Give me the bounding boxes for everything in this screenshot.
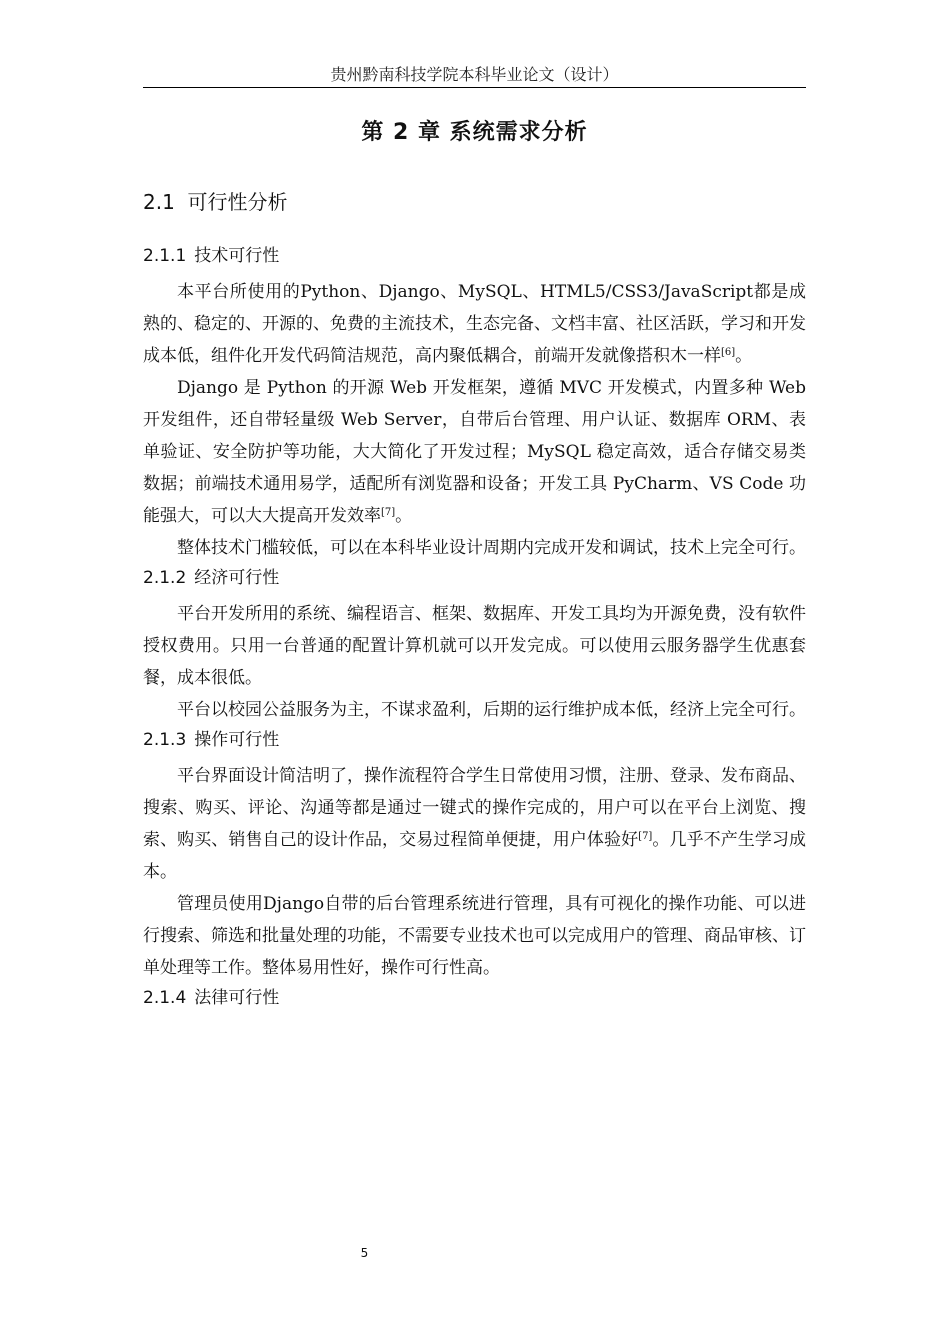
- subsection-number: 2.1.4: [143, 988, 187, 1008]
- header-rule: [143, 87, 806, 88]
- chapter-title: 第 2 章 系统需求分析: [361, 120, 588, 145]
- section-heading-2-1: [143, 184, 806, 220]
- section-number: 2.1: [143, 190, 175, 214]
- citation-ref: [7]: [381, 507, 396, 518]
- subsection-title: 技术可行性: [194, 246, 280, 266]
- subsection-heading-2-1-2: [143, 564, 806, 592]
- paragraph-text: 管理员使用Django自带的后台管理系统进行管理，具有可视化的操作功能、可以进行搜索、筛选和批量处理的功能，不需要专业技术也可以完成用户的管理、商品审核、订单处理等工作。整体易用性好，操作可行性高。: [143, 894, 806, 978]
- paragraph-text: 本平台所使用的Python、Django、MySQL、HTML5/CSS3/JavaScript都是成熟的、稳定的、开源的、免费的主流技术，生态完备、文档丰富、社区活跃，学习和开发成本低，组件化开发代码简洁规范，高内聚低耦合，前端开发就像搭积木一样: [143, 282, 806, 366]
- subsection-heading-2-1-4: [143, 984, 806, 1012]
- paragraph-text: Django 是 Python 的开源 Web 开发框架，遵循 MVC 开发模式，内置多种 Web 开发组件，还自带轻量级 Web Server，自带后台管理、用户认证、数据库 ORM、表单验证、安全防护等功能，大大简化了开发过程；MySQL 稳定高效，适合存储交易类数据；前端技术通用易学，适配所有浏览器和设备；开发工具 PyCharm、VS Code 功能强大，可以大大提高开发效率: [143, 378, 806, 526]
- paragraph-text: 整体技术门槛较低，可以在本科毕业设计周期内完成开发和调试，技术上完全可行。: [177, 538, 806, 558]
- paragraph-text: 平台以校园公益服务为主，不谋求盈利，后期的运行维护成本低，经济上完全可行。: [177, 700, 806, 720]
- citation-ref: [6]: [721, 347, 736, 358]
- running-header: 贵州黔南科技学院本科毕业论文（设计）: [330, 65, 619, 84]
- body-content: [143, 184, 806, 1018]
- subsection-number: 2.1.3: [143, 730, 187, 750]
- subsection-heading-2-1-1: [143, 242, 806, 270]
- paragraph: [143, 532, 806, 564]
- paragraph: [143, 888, 806, 984]
- paragraph-tail: 。几乎不产生学习成本。: [143, 830, 807, 882]
- subsection-title: 法律可行性: [194, 988, 280, 1008]
- page-number: 5: [360, 1246, 369, 1260]
- section-title: 可行性分析: [187, 190, 288, 214]
- paragraph-text: 平台开发所用的系统、编程语言、框架、数据库、开发工具均为开源免费，没有软件授权费用。只用一台普通的配置计算机就可以开发完成。可以使用云服务器学生优惠套餐，成本很低。: [143, 604, 806, 688]
- paragraph: [143, 760, 806, 888]
- subsection-number: 2.1.1: [143, 246, 187, 266]
- subsection-heading-2-1-3: [143, 726, 806, 754]
- paragraph: [143, 598, 806, 694]
- subsection-number: 2.1.2: [143, 568, 187, 588]
- paragraph: [143, 276, 806, 372]
- paragraph-tail: 。: [395, 506, 413, 526]
- paragraph: [143, 372, 806, 532]
- citation-ref: [7]: [638, 831, 653, 842]
- paragraph: [143, 694, 806, 726]
- subsection-title: 操作可行性: [194, 730, 280, 750]
- paragraph-text: 平台界面设计简洁明了，操作流程符合学生日常使用习惯，注册、登录、发布商品、搜索、购买、评论、沟通等都是通过一键式的操作完成的，用户可以在平台上浏览、搜索、购买、销售自己的设计作品，交易过程简单便捷，用户体验好: [143, 766, 806, 850]
- subsection-title: 经济可行性: [194, 568, 280, 588]
- paragraph-tail: 。: [735, 346, 753, 366]
